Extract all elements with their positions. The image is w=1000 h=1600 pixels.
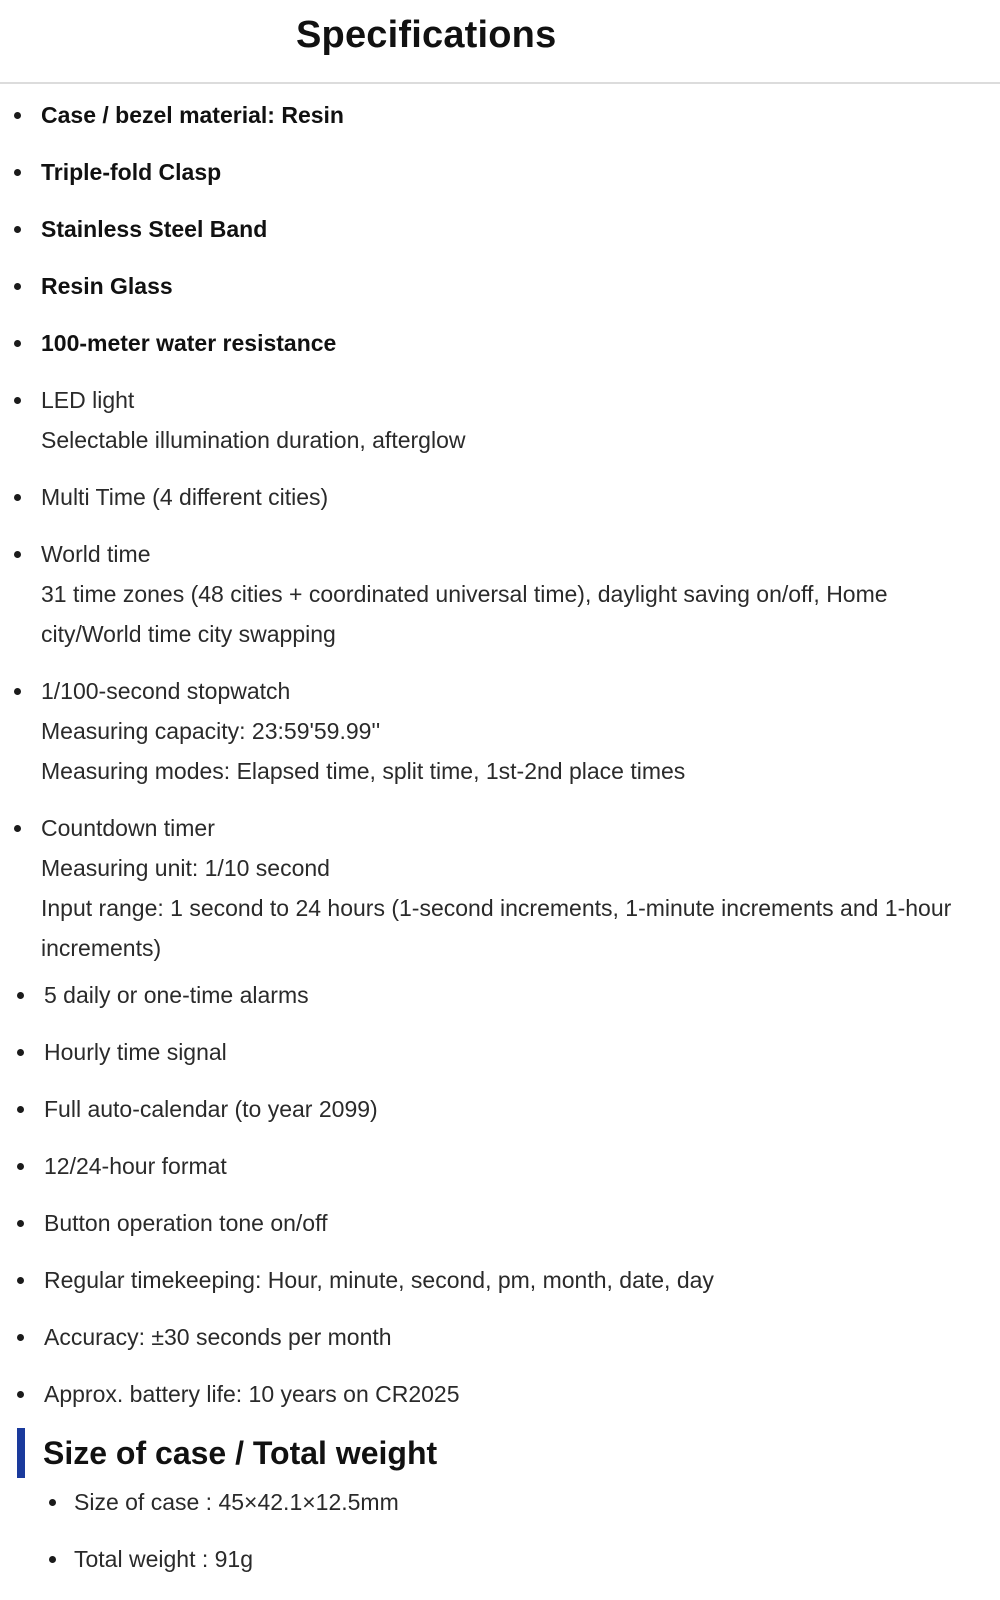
spec-line: 100-meter water resistance bbox=[41, 330, 337, 356]
spec-item-glass bbox=[0, 266, 1000, 306]
spec-line: Hourly time signal bbox=[44, 1039, 227, 1065]
spec-item-stopwatch bbox=[0, 671, 1000, 791]
bullet-icon bbox=[17, 1334, 24, 1341]
spec-list bbox=[0, 95, 1000, 1431]
spec-detail-line: 31 time zones (48 cities + coordinated universal time), daylight saving on/off, Home city/World time city swapping bbox=[41, 581, 888, 647]
spec-detail-line: Measuring modes: Elapsed time, split time, 1st-2nd place times bbox=[41, 758, 686, 784]
spec-item-band bbox=[0, 209, 1000, 249]
bullet-icon bbox=[14, 551, 21, 558]
bullet-icon bbox=[14, 283, 21, 290]
spec-item-water-resistance bbox=[0, 323, 1000, 363]
bullet-icon bbox=[49, 1556, 56, 1563]
bullet-icon bbox=[17, 992, 24, 999]
spec-line: Triple-fold Clasp bbox=[41, 159, 222, 185]
bullet-icon bbox=[17, 1106, 24, 1113]
bullet-icon bbox=[17, 1220, 24, 1227]
spec-line: 5 daily or one-time alarms bbox=[44, 982, 309, 1008]
bullet-icon bbox=[14, 226, 21, 233]
page-title: Specifications bbox=[296, 14, 557, 56]
bullet-icon bbox=[14, 397, 21, 404]
bullet-icon bbox=[14, 494, 21, 501]
spec-line: Approx. battery life: 10 years on CR2025 bbox=[44, 1381, 460, 1407]
spec-line: Accuracy: ±30 seconds per month bbox=[44, 1324, 392, 1350]
spec-line: Stainless Steel Band bbox=[41, 216, 268, 242]
bullet-icon bbox=[17, 1049, 24, 1056]
spec-item-timekeeping bbox=[0, 1260, 1000, 1300]
spec-detail-line: Measuring unit: 1/10 second bbox=[41, 855, 330, 881]
spec-line: 1/100-second stopwatch bbox=[41, 678, 291, 704]
spec-detail-line: Input range: 1 second to 24 hours (1-second increments, 1-minute increments and 1-hour increments) bbox=[41, 895, 952, 961]
spec-item-multi-time bbox=[0, 477, 1000, 517]
spec-item-battery-life bbox=[0, 1374, 1000, 1414]
spec-line: Multi Time (4 different cities) bbox=[41, 484, 329, 510]
bullet-icon bbox=[17, 1277, 24, 1284]
spec-line: Countdown timer bbox=[41, 815, 215, 841]
size-weight-heading: Size of case / Total weight bbox=[17, 1428, 437, 1478]
page-header bbox=[0, 0, 1000, 84]
bullet-icon bbox=[14, 169, 21, 176]
bullet-icon bbox=[49, 1499, 56, 1506]
spec-item-auto-calendar bbox=[0, 1089, 1000, 1129]
bullet-icon bbox=[14, 112, 21, 119]
case-size-item bbox=[0, 1482, 1000, 1522]
spec-line: LED light bbox=[41, 387, 135, 413]
spec-item-case-material bbox=[0, 95, 1000, 135]
case-size-text: Size of case : 45×42.1×12.5mm bbox=[74, 1489, 399, 1515]
size-weight-list bbox=[0, 1482, 1000, 1596]
spec-item-led-light bbox=[0, 380, 1000, 460]
spec-line: Regular timekeeping: Hour, minute, second, pm, month, date, day bbox=[44, 1267, 714, 1293]
spec-line: Button operation tone on/off bbox=[44, 1210, 328, 1236]
spec-line: World time bbox=[41, 541, 151, 567]
bullet-icon bbox=[17, 1391, 24, 1398]
total-weight-item bbox=[0, 1539, 1000, 1579]
bullet-icon bbox=[14, 688, 21, 695]
spec-line: Resin Glass bbox=[41, 273, 173, 299]
spec-line: Case / bezel material: Resin bbox=[41, 102, 344, 128]
spec-line: Full auto-calendar (to year 2099) bbox=[44, 1096, 378, 1122]
spec-item-alarms bbox=[0, 975, 1000, 1015]
bullet-icon bbox=[14, 340, 21, 347]
total-weight-text: Total weight : 91g bbox=[74, 1546, 254, 1572]
spec-item-time-signal bbox=[0, 1032, 1000, 1072]
spec-detail-line: Measuring capacity: 23:59'59.99'' bbox=[41, 718, 381, 744]
spec-item-button-tone bbox=[0, 1203, 1000, 1243]
bullet-icon bbox=[17, 1163, 24, 1170]
spec-item-clasp bbox=[0, 152, 1000, 192]
spec-item-world-time bbox=[0, 534, 1000, 654]
spec-item-hour-format bbox=[0, 1146, 1000, 1186]
spec-item-accuracy bbox=[0, 1317, 1000, 1357]
spec-item-countdown-timer bbox=[0, 808, 1000, 968]
spec-line: 12/24-hour format bbox=[44, 1153, 227, 1179]
bullet-icon bbox=[14, 825, 21, 832]
spec-detail-line: Selectable illumination duration, afterglow bbox=[41, 427, 466, 453]
